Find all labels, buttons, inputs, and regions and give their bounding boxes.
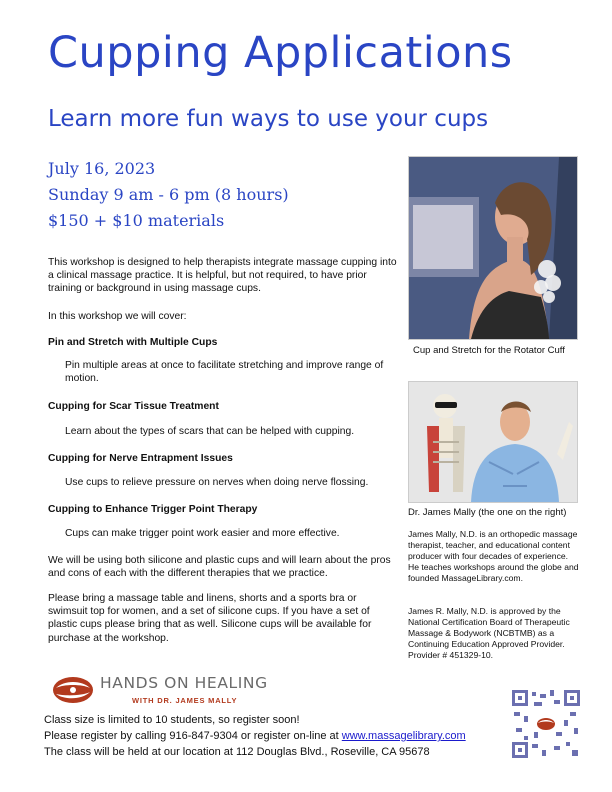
qr-code[interactable] [510, 688, 582, 760]
page-title: Cupping Applications [48, 28, 513, 78]
caption-dr-mally: Dr. James Mally (the one on the right) [408, 507, 567, 518]
topic-heading-4: Cupping to Enhance Trigger Point Therapy [48, 504, 258, 515]
topic-text-4: Cups can make trigger point work easier and more effective. [65, 528, 340, 539]
topic-heading-3: Cupping for Nerve Entrapment Issues [48, 453, 233, 464]
footer-register-text: Please register by calling 916-847-9304 or register on-line at [44, 730, 342, 742]
footer-class-size: Class size is limited to 10 students, so register soon! [44, 714, 300, 726]
hands-on-healing-logo [52, 672, 282, 712]
closing-bring: Please bring a massage table and linens, shorts and a sports bra or swimsuit top for women, and a set of silicone cups. If you have a set of plastic cups please bring that as well. Silicone cups will be available for purchase at the workshop. [48, 593, 372, 644]
event-price: $150 + $10 materials [48, 211, 225, 230]
logo-brand: HANDS ON HEALING [100, 674, 268, 692]
dr-mally-photo [408, 381, 578, 503]
qr-code-graphic [510, 688, 582, 760]
hands-logo-icon [52, 674, 94, 706]
intro-lead: In this workshop we will cover: [48, 311, 187, 322]
bio-paragraph-1: James Mally, N.D. is an orthopedic massage therapist, teacher, and educational content producer with four decades of experience. He teaches workshops around the globe and founded MassageLibrary.com. [408, 529, 579, 583]
closing-cups: We will be using both silicone and plastic cups and will learn about the pros and cons of each with the different therapies that we practice. [48, 555, 391, 580]
topic-text-1: Pin multiple areas at once to facilitate stretching and improve range of motion. [65, 360, 384, 385]
rotator-cuff-illustration [409, 157, 577, 339]
massagelibrary-link[interactable]: www.massagelibrary.com [341, 730, 466, 742]
intro-paragraph: This workshop is designed to help therapists integrate massage cupping into a clinical massage practice. It is helpful, but not required, to have prior training or background in using massage cups. [48, 257, 397, 295]
page-subtitle: Learn more fun ways to use your cups [48, 106, 489, 132]
caption-rotator-cuff: Cup and Stretch for the Rotator Cuff [413, 345, 565, 356]
dr-mally-illustration [409, 382, 577, 502]
event-details [48, 156, 289, 234]
event-date: July 16, 2023 [48, 159, 156, 178]
bio-paragraph-2: James R. Mally, N.D. is approved by the National Certification Board of Therapeutic Massage & Bodywork (NCBTMB) as a Continuing Education Approved Provider. Provider # 451329-10. [408, 606, 570, 660]
footer-register [44, 728, 466, 744]
topic-heading-2: Cupping for Scar Tissue Treatment [48, 401, 219, 412]
topic-text-2: Learn about the types of scars that can be helped with cupping. [65, 426, 355, 437]
footer-location: The class will be held at our location at 112 Douglas Blvd., Roseville, CA 95678 [44, 746, 430, 758]
event-time: Sunday 9 am - 6 pm (8 hours) [48, 185, 289, 204]
logo-tagline: WITH DR. JAMES MALLY [132, 696, 238, 705]
rotator-cuff-photo [408, 156, 578, 340]
topic-text-3: Use cups to relieve pressure on nerves when doing nerve flossing. [65, 477, 369, 488]
topic-heading-1: Pin and Stretch with Multiple Cups [48, 337, 218, 348]
